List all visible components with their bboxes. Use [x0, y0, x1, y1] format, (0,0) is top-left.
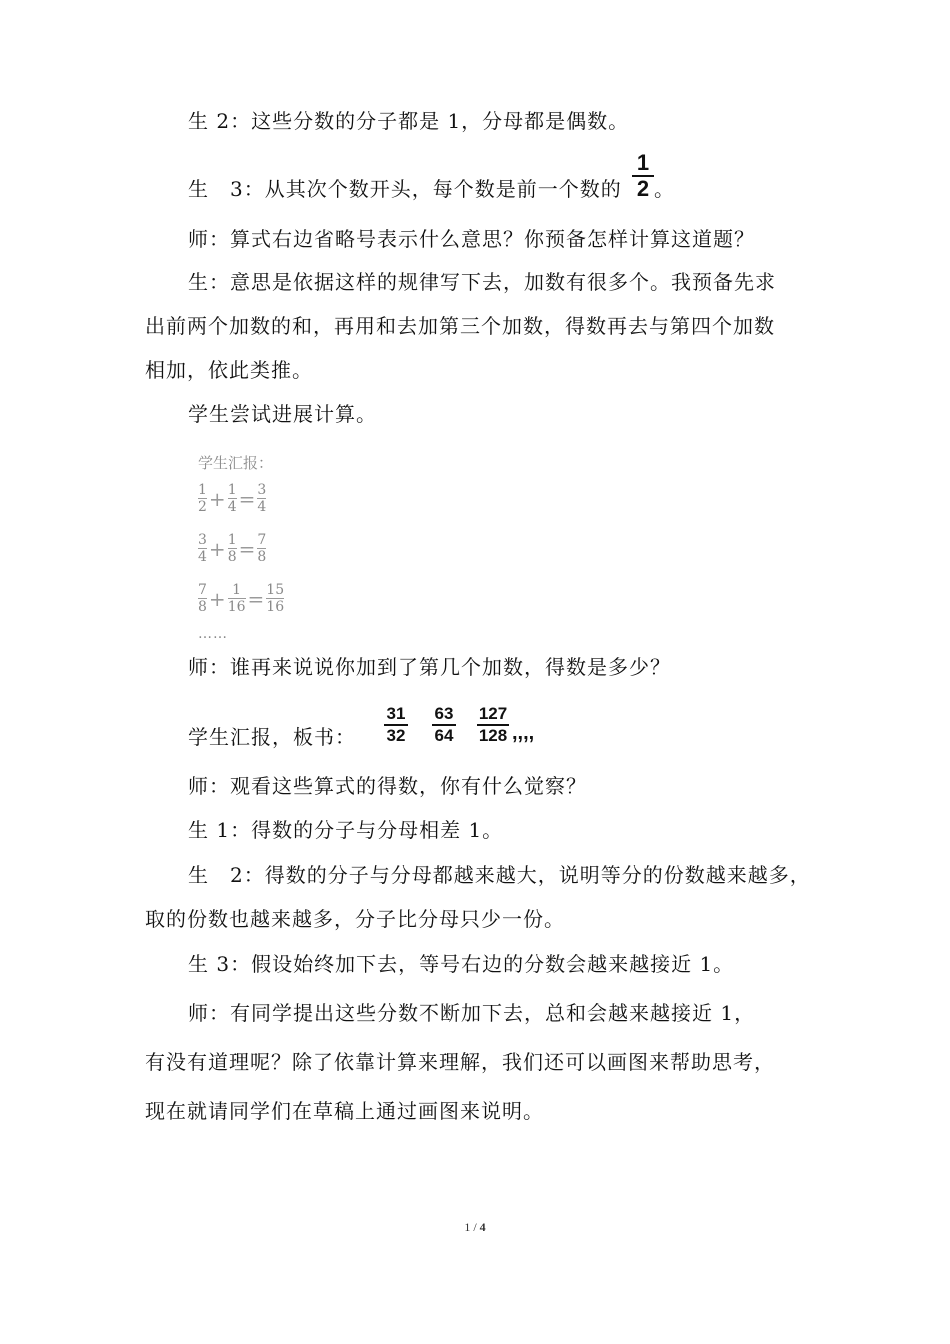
board-fraction-63-64: 63 64: [432, 704, 456, 746]
board-trailing-commas: ,,,,: [512, 722, 535, 744]
paragraph-4: 生：意思是依据这样的规律写下去，加数有很多个。我预备先求: [188, 270, 776, 294]
paragraph-8: 师：谁再来说说你加到了第几个加数，得数是多少？: [188, 655, 671, 679]
addend-a: 1 2: [198, 482, 207, 515]
paragraph-15: 师：有同学提出这些分数不断加下去，总和会越来越接近 1，: [188, 1001, 756, 1025]
fraction-one-half: [632, 151, 654, 201]
equals-sign: =: [238, 536, 256, 561]
plus-sign: +: [208, 536, 226, 561]
total-pages: 4: [479, 1220, 486, 1234]
report-title: 学生汇报：: [198, 454, 274, 472]
paragraph-9: 学生汇报，板书：: [188, 725, 356, 749]
paragraph-3: 师：算式右边省略号表示什么意思？你预备怎样计算这道题？: [188, 227, 755, 251]
paragraph-13: 取的份数也越来越多，分子比分母只少一份。: [145, 907, 565, 931]
current-page: 1: [464, 1220, 471, 1234]
equals-sign: =: [247, 586, 265, 611]
plus-sign: +: [208, 586, 226, 611]
result: 7 8: [257, 532, 267, 565]
addend-b: 1 4: [227, 482, 237, 515]
paragraph-7: 学生尝试进展计算。: [188, 402, 377, 426]
report-equation: [198, 532, 266, 565]
addend-a: 3 4: [198, 532, 207, 565]
addend-b: 1 16: [227, 582, 246, 615]
addend-a: 7 8: [198, 582, 207, 615]
result: 3 4: [257, 482, 267, 515]
paragraph-10: 师：观看这些算式的得数，你有什么觉察？: [188, 774, 587, 798]
paragraph-2: 生 3：从其次个数开头，每个数是前一个数的: [188, 177, 622, 201]
board-fraction-127-128: 127 128: [478, 704, 508, 745]
paragraph-12: 生 2：得数的分子与分母都越来越大，说明等分的份数越来越多，: [188, 863, 811, 887]
page-separator: /: [473, 1220, 477, 1234]
report-ellipsis: ……: [198, 626, 228, 642]
paragraph-14: 生 3：假设始终加下去，等号右边的分数会越来越接近 1。: [188, 952, 735, 976]
student-report-image: [196, 452, 316, 648]
paragraph-6: 相加，依此类推。: [145, 358, 313, 382]
page-number: [0, 1220, 950, 1235]
result: 15 16: [266, 582, 285, 615]
paragraph-17: 现在就请同学们在草稿上通过画图来说明。: [145, 1099, 544, 1123]
paragraph-1: 生 2：这些分数的分子都是 1，分母都是偶数。: [188, 109, 630, 133]
fraction-denominator: 2: [636, 176, 650, 201]
paragraph-11: 生 1：得数的分子与分母相差 1。: [188, 818, 504, 842]
addend-b: 1 8: [227, 532, 237, 565]
fraction-numerator: 1: [636, 150, 650, 175]
paragraph-5: 出前两个加数的和，再用和去加第三个加数，得数再去与第四个加数: [145, 314, 775, 338]
equals-sign: =: [238, 486, 256, 511]
report-equation: [198, 582, 284, 615]
plus-sign: +: [208, 486, 226, 511]
board-fraction-31-32: 31 32: [384, 704, 408, 746]
paragraph-16: 有没有道理呢？除了依靠计算来理解，我们还可以画图来帮助思考，: [145, 1050, 775, 1074]
report-equation: [198, 482, 266, 515]
paragraph-2-end: 。: [654, 177, 675, 201]
